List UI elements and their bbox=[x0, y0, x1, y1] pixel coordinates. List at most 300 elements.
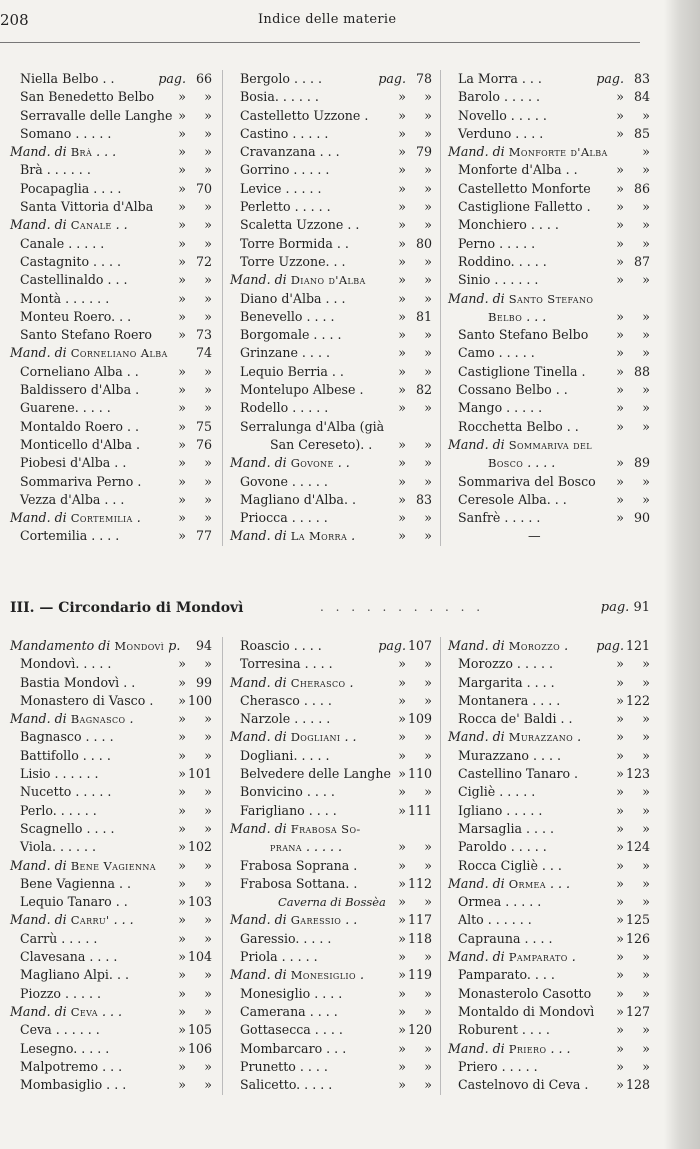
mandamento-heading bbox=[230, 728, 440, 746]
heading-text bbox=[230, 527, 355, 545]
page-ref: » bbox=[424, 253, 432, 269]
entry-name: Canale . . . . . bbox=[20, 235, 105, 251]
index-entry bbox=[448, 107, 658, 125]
entry-name: Magliano d'Alba. . bbox=[240, 491, 356, 507]
index-entry bbox=[230, 473, 440, 491]
page-ref: » bbox=[642, 162, 650, 178]
index-entry bbox=[448, 710, 658, 728]
page-ref: » bbox=[642, 491, 650, 507]
index-entry bbox=[10, 655, 220, 673]
index-entry bbox=[230, 216, 440, 234]
ditto-mark: » bbox=[616, 912, 624, 928]
index-entry bbox=[448, 930, 658, 948]
ditto-mark: » bbox=[398, 363, 406, 379]
heading-name: Santo Stefano bbox=[508, 291, 594, 306]
entry-name: Ormea . . . . . bbox=[458, 894, 542, 910]
index-entry bbox=[230, 1003, 440, 1021]
leader-dots: . . bbox=[337, 455, 350, 471]
entry-name: Corneliano Alba . . bbox=[20, 363, 139, 379]
index-entry bbox=[230, 399, 440, 417]
heading-text bbox=[10, 1003, 122, 1021]
index-entry bbox=[230, 783, 440, 801]
ditto-mark: » bbox=[616, 985, 624, 1001]
entry-name: Sanfrè . . . . . bbox=[458, 510, 541, 526]
entry-name: Baldissero d'Alba . bbox=[20, 382, 140, 398]
index-block-mondovi bbox=[10, 637, 650, 1095]
heading-prefix: Mand. di bbox=[10, 912, 67, 928]
index-entry bbox=[448, 399, 658, 417]
entry-name: Magliano Alpi. . . bbox=[20, 967, 129, 983]
entry-name: Paroldo . . . . . bbox=[458, 839, 547, 855]
ditto-mark: » bbox=[398, 491, 406, 507]
index-entry bbox=[230, 637, 440, 655]
heading-prefix: Mandamento di bbox=[10, 638, 111, 653]
ditto-mark: » bbox=[398, 784, 406, 800]
entry-name: Lesegno. . . . . bbox=[20, 1040, 110, 1056]
leader-dots: . bbox=[564, 638, 569, 653]
entry-name: Barolo . . . . . bbox=[458, 89, 541, 105]
index-entry bbox=[230, 930, 440, 948]
page-ref: 123 bbox=[625, 766, 650, 782]
index-entry bbox=[448, 765, 658, 783]
entry-name: Mombasiglio . . . bbox=[20, 1077, 127, 1093]
ditto-mark: » bbox=[178, 125, 186, 141]
page-ref: 76 bbox=[195, 436, 212, 452]
index-entry bbox=[10, 271, 220, 289]
column-divider bbox=[222, 637, 223, 1095]
page-ref: » bbox=[642, 418, 650, 434]
heading-name: Bene Vagienna bbox=[70, 858, 156, 873]
entry-name: Monasterolo Casotto bbox=[458, 985, 592, 1001]
heading-prefix: Mand. di bbox=[448, 290, 505, 306]
leader-dots: . . bbox=[115, 217, 128, 233]
index-entry bbox=[230, 765, 440, 783]
index-entry bbox=[448, 253, 658, 271]
entry-name: Clavesana . . . . bbox=[20, 949, 118, 965]
page-ref: 74 bbox=[195, 345, 212, 361]
ditto-mark: » bbox=[616, 235, 624, 251]
entry-name: Marsaglia . . . . bbox=[458, 820, 555, 836]
entry-name: Castelnovo di Ceva . bbox=[458, 1077, 589, 1093]
ditto-mark: » bbox=[398, 692, 406, 708]
page-ref: » bbox=[642, 820, 650, 836]
heading-name: prana bbox=[270, 840, 302, 855]
heading-text bbox=[448, 143, 608, 161]
heading-text bbox=[448, 948, 576, 966]
ditto-mark: » bbox=[178, 382, 186, 398]
leader-dots: . . . bbox=[549, 875, 570, 891]
index-entry bbox=[448, 509, 658, 527]
page-ref: » bbox=[642, 308, 650, 324]
index-entry bbox=[448, 1076, 658, 1094]
ditto-mark: » bbox=[398, 272, 406, 288]
index-entry bbox=[448, 161, 658, 179]
page-ref: » bbox=[204, 473, 212, 489]
leader-dots: . . . bbox=[101, 1003, 122, 1019]
page-ref: » bbox=[642, 894, 650, 910]
section-page-label: pag. bbox=[600, 600, 630, 615]
page-ref: » bbox=[204, 820, 212, 836]
page-ref: » bbox=[204, 162, 212, 178]
heading-prefix: Mand. di bbox=[448, 638, 505, 653]
heading-name: Priero bbox=[508, 1041, 547, 1056]
index-entry bbox=[10, 308, 220, 326]
page-ref: » bbox=[424, 985, 432, 1001]
entry-name: Margarita . . . . bbox=[458, 674, 555, 690]
page-ref: 89 bbox=[633, 455, 650, 471]
index-entry bbox=[230, 70, 440, 88]
page-ref: 128 bbox=[625, 1077, 650, 1093]
page-ref: 102 bbox=[187, 839, 212, 855]
index-entry bbox=[448, 70, 658, 88]
index-entry bbox=[10, 674, 220, 692]
index-entry bbox=[230, 436, 440, 454]
ditto-mark: » bbox=[616, 253, 624, 269]
heading-text bbox=[448, 637, 568, 655]
ditto-mark: » bbox=[616, 400, 624, 416]
index-entry bbox=[448, 308, 658, 326]
ditto-mark: » bbox=[398, 674, 406, 690]
page-ref: » bbox=[642, 985, 650, 1001]
ditto-mark: » bbox=[398, 528, 406, 544]
mandamento-heading bbox=[230, 454, 440, 472]
index-entry bbox=[10, 747, 220, 765]
entry-name: Verduno . . . . bbox=[458, 125, 544, 141]
heading-name: Pamparato bbox=[508, 950, 568, 965]
page-ref: 79 bbox=[415, 144, 432, 160]
entry-name: Monastero di Vasco . bbox=[20, 692, 154, 708]
heading-text bbox=[230, 728, 357, 746]
index-entry bbox=[230, 747, 440, 765]
index-entry bbox=[10, 326, 220, 344]
heading-name: Morozzo bbox=[508, 639, 561, 653]
page-ref: » bbox=[642, 656, 650, 672]
page-ref: » bbox=[204, 784, 212, 800]
page-header bbox=[0, 8, 700, 32]
page-ref: 124 bbox=[625, 839, 650, 855]
ditto-mark: » bbox=[178, 1058, 186, 1074]
entry-name: Guarene. . . . . bbox=[20, 400, 111, 416]
heading-text bbox=[230, 820, 361, 838]
entry-name: Caprauna . . . . bbox=[458, 930, 553, 946]
index-entry bbox=[10, 930, 220, 948]
page-ref: » bbox=[424, 674, 432, 690]
entry-name: Bosia. . . . . . bbox=[240, 89, 319, 105]
mandamento-heading bbox=[230, 674, 440, 692]
page-ref: » bbox=[204, 125, 212, 141]
index-entry bbox=[230, 161, 440, 179]
index-entry bbox=[10, 948, 220, 966]
page-ref: » bbox=[642, 400, 650, 416]
heading-prefix: Mand. di bbox=[230, 967, 287, 983]
index-entry bbox=[10, 454, 220, 472]
entry-name: Montaldo di Mondovì bbox=[458, 1003, 595, 1019]
page-ref: » bbox=[204, 802, 212, 818]
heading-text bbox=[448, 1040, 570, 1058]
index-entry bbox=[230, 948, 440, 966]
heading-prefix: Mand. di bbox=[448, 875, 505, 891]
heading-text bbox=[448, 436, 592, 454]
index-entry bbox=[230, 107, 440, 125]
entry-name: Torre Bormida . . bbox=[240, 235, 349, 251]
entry-name: Torresina . . . . bbox=[240, 656, 333, 672]
page-ref: 66 bbox=[195, 71, 212, 86]
index-entry bbox=[10, 985, 220, 1003]
page-ref: » bbox=[204, 711, 212, 727]
heading-prefix: Mand. di bbox=[230, 912, 287, 928]
page-ref: » bbox=[204, 382, 212, 398]
leader-dots: . bbox=[349, 674, 354, 690]
page-ref: 83 bbox=[633, 71, 650, 86]
index-entry bbox=[448, 381, 658, 399]
page-ref: » bbox=[424, 363, 432, 379]
mandamento-heading bbox=[230, 527, 440, 545]
entry-name: San Benedetto Belbo bbox=[20, 89, 155, 105]
page-ref: » bbox=[204, 875, 212, 891]
entry-name: Viola. . . . . . bbox=[20, 839, 97, 855]
index-column bbox=[230, 637, 440, 1094]
page-ref: » bbox=[424, 949, 432, 965]
entry-name: Montelupo Albese . bbox=[240, 382, 364, 398]
ditto-mark: » bbox=[178, 875, 186, 891]
ditto-mark: » bbox=[398, 400, 406, 416]
entry-name: Diano d'Alba . . . bbox=[240, 290, 346, 306]
entry-name: La Morra . . . bbox=[458, 71, 542, 86]
ditto-mark: » bbox=[616, 510, 624, 526]
heading-text bbox=[230, 674, 354, 692]
page-ref: 112 bbox=[407, 875, 432, 891]
page-ref: 121 bbox=[625, 638, 650, 653]
entry-name: Frabosa Sottana. . bbox=[240, 875, 358, 891]
index-entry bbox=[230, 143, 440, 161]
index-entry bbox=[10, 783, 220, 801]
entry-name: Roascio . . . . bbox=[240, 638, 322, 653]
page-ref: » bbox=[424, 217, 432, 233]
ditto-mark: » bbox=[398, 217, 406, 233]
ditto-mark: » bbox=[616, 1058, 624, 1074]
entry-name: Piobesi d'Alba . . bbox=[20, 455, 127, 471]
entry-name: Dogliani. . . . . bbox=[240, 747, 330, 763]
column-divider bbox=[222, 70, 223, 546]
page-ref: » bbox=[204, 491, 212, 507]
ditto-mark: » bbox=[178, 656, 186, 672]
page-ref: » bbox=[204, 510, 212, 526]
entry-name: Serravalle delle Langhe bbox=[20, 107, 173, 123]
entry-name: Murazzano . . . . bbox=[458, 747, 562, 763]
index-entry bbox=[448, 235, 658, 253]
entry-name: Igliano . . . . . bbox=[458, 802, 543, 818]
index-entry bbox=[10, 1058, 220, 1076]
index-entry bbox=[448, 1021, 658, 1039]
heading-name: Carru' bbox=[70, 913, 110, 928]
ditto-mark: » bbox=[616, 1040, 624, 1056]
index-entry bbox=[448, 344, 658, 362]
ditto-mark: » bbox=[398, 308, 406, 324]
index-entry bbox=[448, 966, 658, 984]
ditto-mark: » bbox=[178, 1022, 186, 1038]
page-ref: » bbox=[204, 199, 212, 215]
ditto-mark: » bbox=[616, 308, 624, 324]
page-ref: » bbox=[424, 692, 432, 708]
index-entry bbox=[230, 985, 440, 1003]
heading-text bbox=[230, 966, 364, 984]
index-entry bbox=[10, 491, 220, 509]
index-entry bbox=[230, 692, 440, 710]
ditto-mark: » bbox=[178, 857, 186, 873]
entry-name: Rocchetta Belbo . . bbox=[458, 418, 579, 434]
heading-name: Monesiglio bbox=[290, 968, 356, 983]
page-ref: » bbox=[424, 89, 432, 105]
entry-name: Battifollo . . . . bbox=[20, 747, 111, 763]
mandamento-heading bbox=[448, 290, 658, 308]
leader-dots: . bbox=[577, 729, 582, 745]
entry-name: Piozzo . . . . . bbox=[20, 985, 101, 1001]
ditto-mark: » bbox=[178, 912, 186, 928]
page-ref: » bbox=[424, 1077, 432, 1093]
ditto-mark: » bbox=[616, 199, 624, 215]
heading-prefix: Mand. di bbox=[448, 729, 505, 745]
heading-name: Murazzano bbox=[508, 730, 574, 745]
ditto-mark: » bbox=[616, 857, 624, 873]
heading-name: Belbo bbox=[488, 309, 523, 324]
ditto-mark: » bbox=[178, 784, 186, 800]
ditto-mark: » bbox=[178, 253, 186, 269]
index-entry bbox=[10, 399, 220, 417]
page-abbrev: pag. bbox=[158, 71, 186, 86]
section-heading-iii bbox=[10, 600, 650, 622]
mandamento-heading bbox=[10, 509, 220, 527]
ditto-mark: » bbox=[178, 930, 186, 946]
entry-name: Cossano Belbo . . bbox=[458, 382, 568, 398]
heading-name: Ormea bbox=[508, 876, 546, 891]
page-ref: 107 bbox=[407, 638, 432, 653]
index-entry bbox=[448, 692, 658, 710]
column-divider bbox=[440, 637, 441, 1095]
ditto-mark: » bbox=[178, 162, 186, 178]
entry-name: Castellinaldo . . . bbox=[20, 272, 128, 288]
section-title: III. — Circondario di Mondovì bbox=[10, 600, 244, 616]
index-entry bbox=[10, 235, 220, 253]
index-entry bbox=[448, 180, 658, 198]
ditto-mark: » bbox=[178, 820, 186, 836]
ditto-mark: » bbox=[178, 107, 186, 123]
mandamento-heading bbox=[230, 966, 440, 984]
heading-prefix: Mand. di bbox=[230, 820, 287, 836]
page-ref: » bbox=[642, 235, 650, 251]
index-column bbox=[230, 70, 440, 546]
entry-name: Scagnello . . . . bbox=[20, 820, 115, 836]
leader-dots: . . bbox=[345, 912, 358, 928]
page-ref: 103 bbox=[187, 894, 212, 910]
page-ref: » bbox=[424, 436, 432, 452]
heading-continuation bbox=[448, 454, 555, 472]
heading-prefix: Mand. di bbox=[230, 674, 287, 690]
ditto-mark: » bbox=[398, 107, 406, 123]
entry-name: Ceresole Alba. . . bbox=[458, 491, 567, 507]
page-ref: » bbox=[642, 747, 650, 763]
entry-name: Pocapaglia . . . . bbox=[20, 180, 122, 196]
page-ref: » bbox=[424, 345, 432, 361]
ditto-mark: » bbox=[398, 930, 406, 946]
page-ref: » bbox=[424, 327, 432, 343]
heading-prefix: Mand. di bbox=[10, 711, 67, 727]
entry-name: Castino . . . . . bbox=[240, 125, 329, 141]
page-ref: » bbox=[204, 747, 212, 763]
entry-name: Roddino. . . . . bbox=[458, 253, 547, 269]
ditto-mark: » bbox=[616, 1003, 624, 1019]
heading-text bbox=[10, 637, 180, 655]
leader-dots: p. bbox=[168, 638, 181, 653]
index-entry bbox=[448, 271, 658, 289]
ditto-mark: » bbox=[398, 894, 406, 910]
ditto-mark: » bbox=[178, 985, 186, 1001]
ditto-mark: » bbox=[398, 510, 406, 526]
entry-name: Montaldo Roero . . bbox=[20, 418, 139, 434]
ditto-mark: » bbox=[398, 253, 406, 269]
page-gutter-shadow bbox=[664, 0, 700, 1149]
heading-name: Sommariva del bbox=[508, 437, 592, 452]
page-ref: » bbox=[642, 729, 650, 745]
ditto-mark: » bbox=[398, 382, 406, 398]
mandamento-heading bbox=[10, 143, 220, 161]
heading-name: Cortemilia bbox=[70, 511, 133, 526]
index-entry bbox=[10, 966, 220, 984]
page-ref: 94 bbox=[195, 638, 212, 653]
page-ref: » bbox=[424, 107, 432, 123]
index-entry bbox=[10, 253, 220, 271]
ditto-mark: » bbox=[398, 327, 406, 343]
index-entry bbox=[10, 436, 220, 454]
ditto-mark: » bbox=[616, 1022, 624, 1038]
index-entry bbox=[10, 527, 220, 545]
leader-dots: . . . . bbox=[527, 455, 556, 471]
index-entry bbox=[448, 527, 658, 545]
ditto-mark: » bbox=[398, 1040, 406, 1056]
ditto-mark: » bbox=[178, 711, 186, 727]
page-ref: » bbox=[204, 985, 212, 1001]
index-entry bbox=[448, 911, 658, 929]
entry-name: Malpotremo . . . bbox=[20, 1058, 123, 1074]
index-column bbox=[10, 637, 220, 1094]
heading-text bbox=[448, 875, 570, 893]
index-entry bbox=[10, 363, 220, 381]
page-ref: » bbox=[642, 674, 650, 690]
index-entry bbox=[448, 893, 658, 911]
section-page-number: 91 bbox=[633, 600, 650, 615]
page-ref: » bbox=[424, 473, 432, 489]
index-entry bbox=[10, 802, 220, 820]
mandamento-heading bbox=[230, 911, 440, 929]
page-ref: 100 bbox=[187, 692, 212, 708]
index-entry bbox=[230, 710, 440, 728]
ditto-mark: » bbox=[398, 747, 406, 763]
index-entry bbox=[230, 326, 440, 344]
index-entry bbox=[230, 1076, 440, 1094]
mandamento-heading bbox=[10, 857, 220, 875]
page-ref: » bbox=[204, 1058, 212, 1074]
heading-text bbox=[230, 454, 350, 472]
index-entry bbox=[448, 783, 658, 801]
page-ref: » bbox=[204, 107, 212, 123]
index-entry bbox=[230, 180, 440, 198]
index-entry bbox=[230, 838, 440, 856]
ditto-mark: » bbox=[178, 235, 186, 251]
page-number: 208 bbox=[0, 11, 29, 29]
heading-prefix: Mand. di bbox=[10, 1003, 67, 1019]
heading-prefix: Mand. di bbox=[230, 729, 287, 745]
entry-name: Frabosa Soprana . bbox=[240, 857, 358, 873]
page-ref: 125 bbox=[625, 912, 650, 928]
